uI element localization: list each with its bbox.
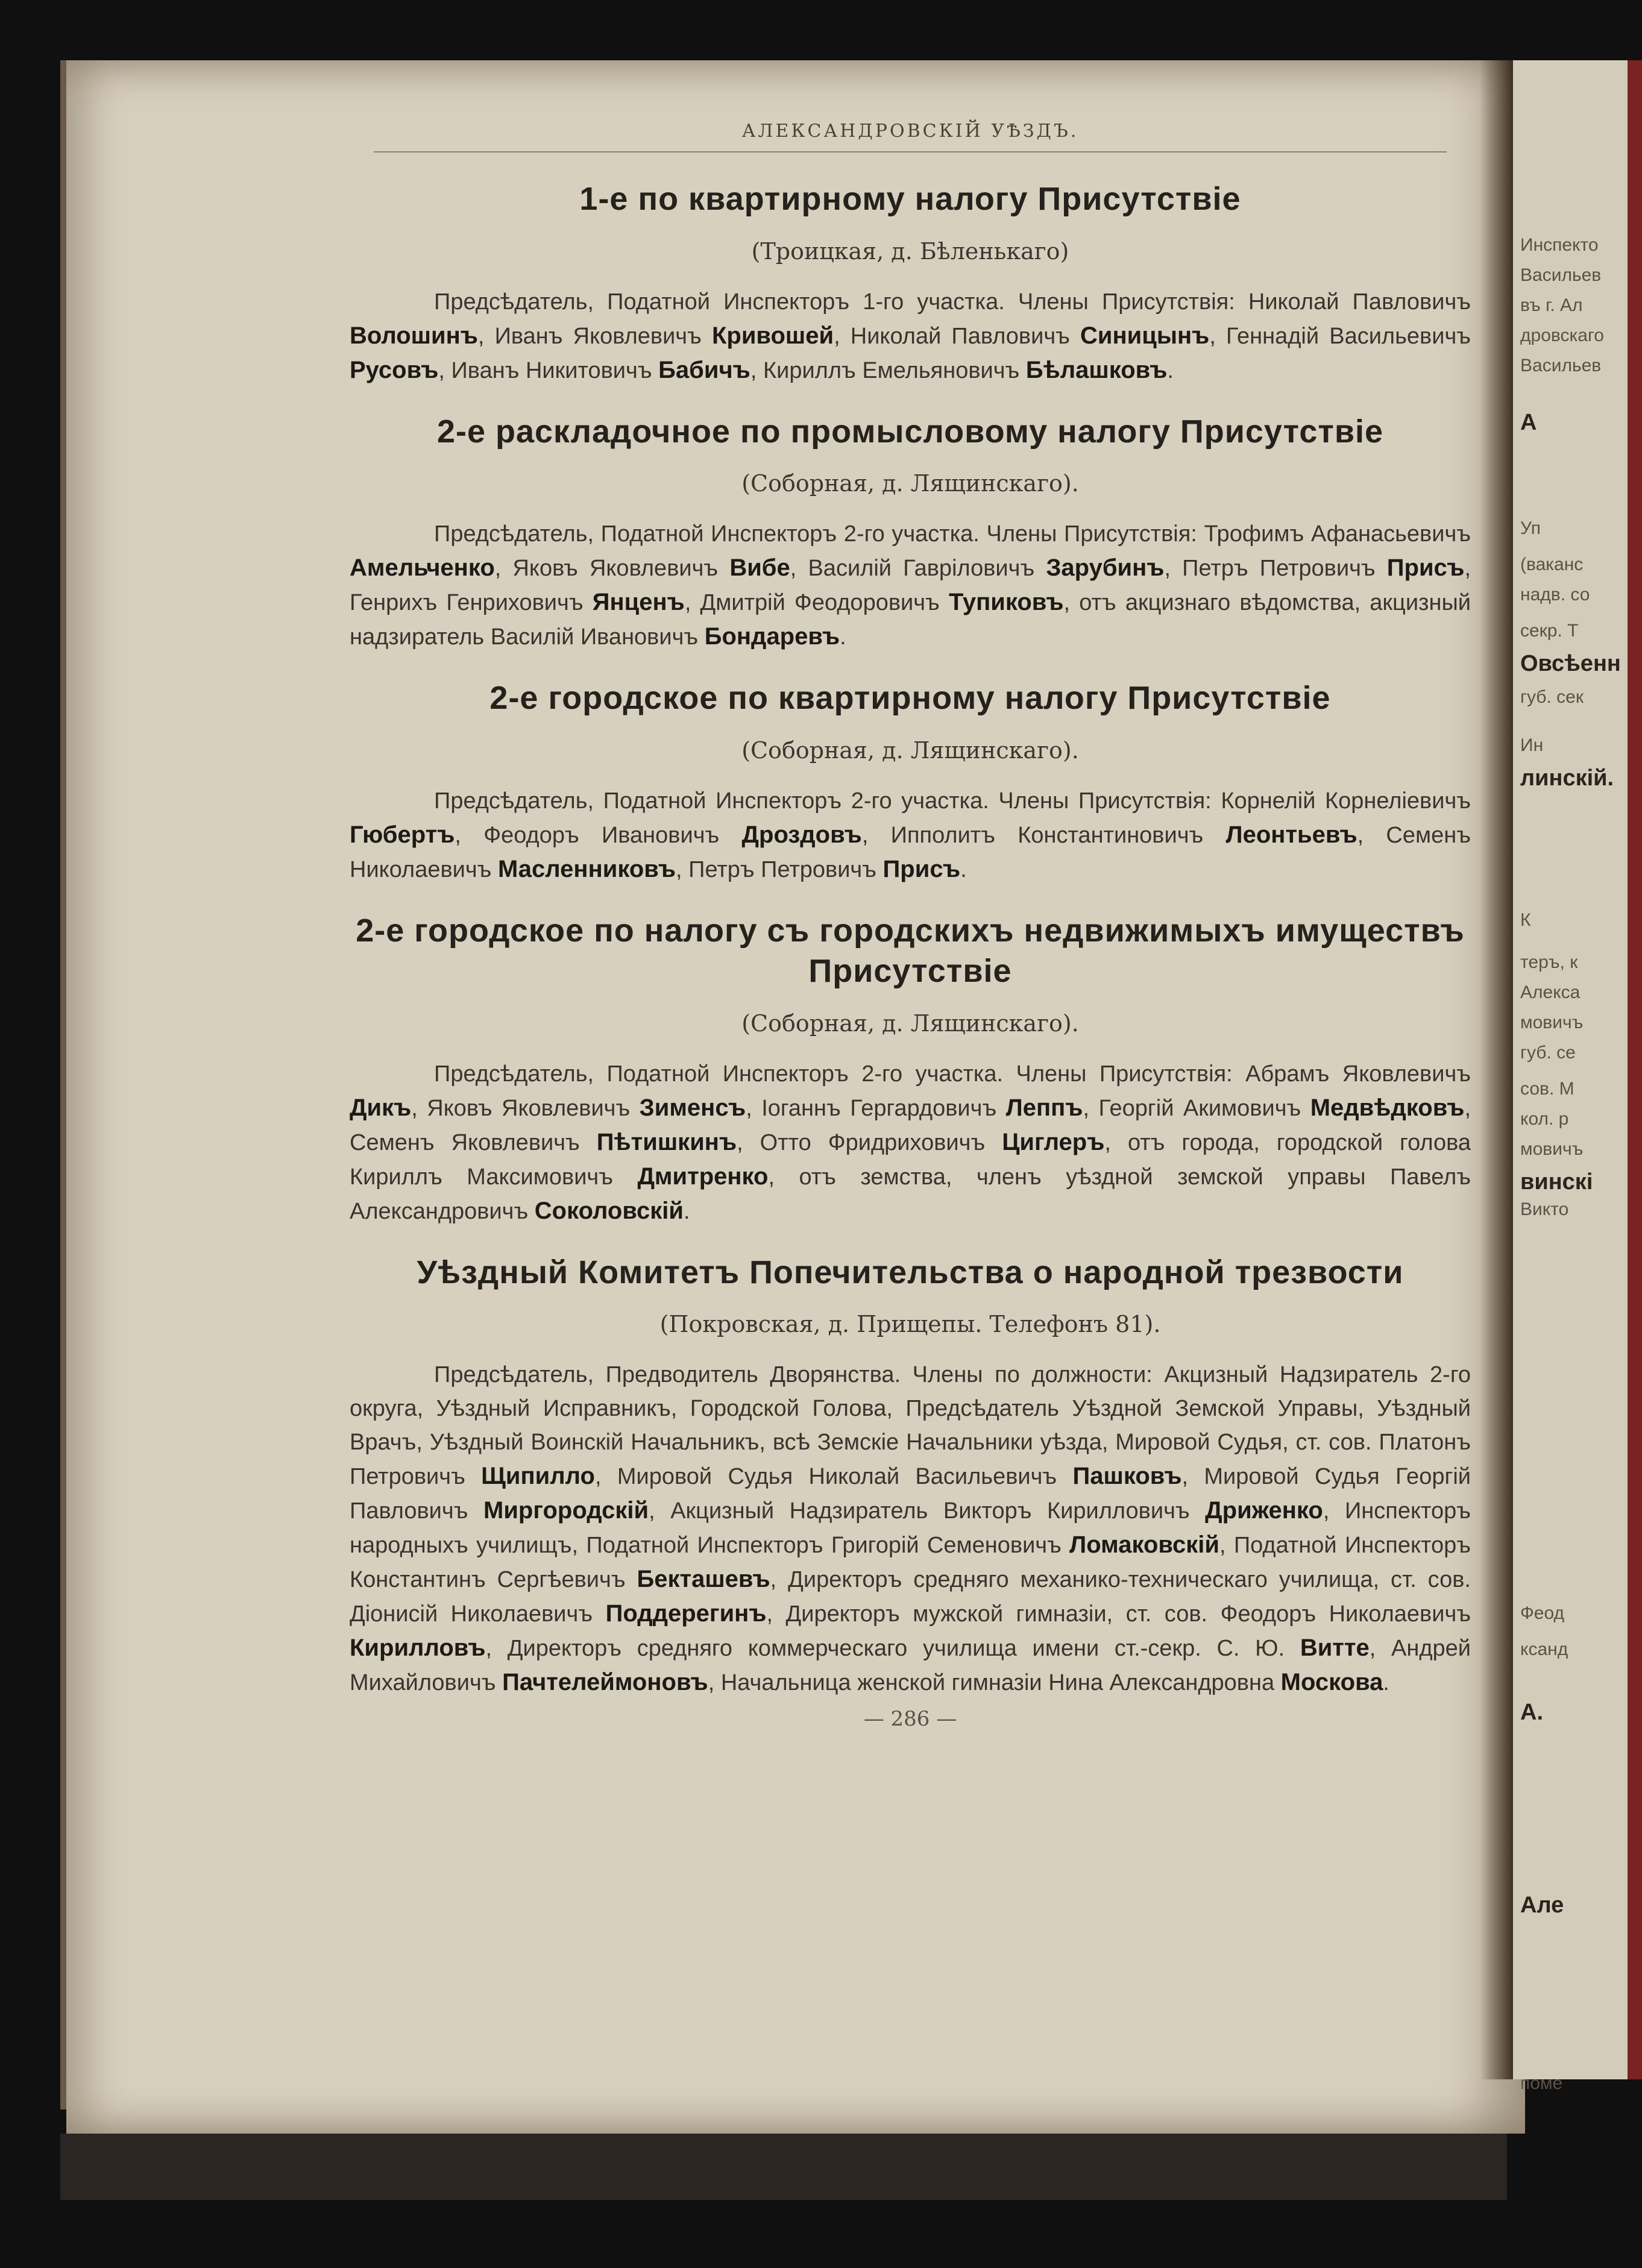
member-surname: Бондаревъ <box>704 623 840 650</box>
head-rule <box>374 151 1447 155</box>
right-page-text: Феод <box>1520 1603 1565 1623</box>
section <box>350 412 1471 655</box>
member-surname: Синицынъ <box>1080 322 1210 349</box>
page-number: — 286 — <box>863 1707 957 1731</box>
right-page-text: Алекса <box>1520 982 1581 1002</box>
section-title: 2-е городское по квартирному налогу Присутствіе <box>489 680 1331 716</box>
member-surname: Присъ <box>1386 554 1465 581</box>
right-page-text: ксанд <box>1520 1639 1568 1659</box>
member-surname: Витте <box>1300 1635 1370 1661</box>
member-surname: Щипилло <box>481 1463 595 1489</box>
member-surname: Гюбертъ <box>350 821 455 848</box>
section-body: Предсѣдатель, Предводитель Дворянства. Члены по должности: Акцизный Надзиратель 2-го округа, Уѣздный Исправникъ, Городской Голова, Предсѣдатель Уѣздной Земской Управы, Уѣздный Врачъ, Уѣздный Воинскій Начальникъ, всѣ Земскіе Начальники уѣзда, Мировой Судья, ст. сов. Платонъ Петровичъ Щипилло, Мировой Судья Николай Васильевичъ Пашковъ, Мировой Судья Георгій Павловичъ Миргородскій, Акцизный Надзиратель Викторъ Кирилловичъ Дриженко, Инспекторъ народныхъ училищъ, Податной Инспекторъ Григорій Семеновичъ Ломаковскій, Податной Инспекторъ Константинъ Сергѣевичъ Бекташевъ, Директоръ средняго механико-техническаго училища, ст. сов. Діонисій Николаевичъ Поддерегинъ, Директоръ мужской гимназіи, ст. сов. Феодоръ Николаевичъ Кирилловъ, Директоръ средняго коммерческаго училища имени ст.-секр. С. Ю. Витте, Андрей Михайловичъ Пачтелеймоновъ, Начальница женской гимназіи Нина Александровна Москова. <box>350 1362 1471 1695</box>
member-surname: Масленниковъ <box>497 855 676 882</box>
member-surname: Бекташевъ <box>637 1566 770 1592</box>
right-page-text: кол. р <box>1520 1109 1569 1129</box>
right-page-text: губ. сек <box>1520 687 1584 707</box>
book-spine <box>1628 60 1642 2079</box>
section <box>350 179 1471 388</box>
member-surname: Бѣлашковъ <box>1025 356 1168 383</box>
section-title: 2-е раскладочное по промысловому налогу Присутствіе <box>436 413 1384 450</box>
right-page-text: Ин <box>1520 735 1544 755</box>
right-page-text: Але <box>1520 1893 1564 1918</box>
member-surname: Дмитренко <box>637 1163 769 1190</box>
running-head: АЛЕКСАНДРОВСКІЙ УѢЗДЪ. <box>741 121 1079 142</box>
right-page-fragment <box>1513 60 1642 2093</box>
right-page-text: А. <box>1520 1700 1543 1725</box>
section-title: Уѣздный Комитетъ Попечительства о народной трезвости <box>417 1254 1404 1290</box>
member-surname: Кривошей <box>711 322 834 349</box>
member-surname: Вибе <box>729 554 790 581</box>
section-title: 1-е по квартирному налогу Присутствіе <box>579 181 1241 217</box>
member-surname: Кирилловъ <box>350 1635 486 1661</box>
section <box>350 678 1471 887</box>
member-surname: Дикъ <box>350 1094 412 1121</box>
right-page-text: дровскаго <box>1520 325 1604 345</box>
right-page-text: Викто <box>1520 1199 1569 1219</box>
member-surname: Зименсъ <box>639 1094 746 1121</box>
text-column <box>350 121 1471 1731</box>
section-body: Предсѣдатель, Податной Инспекторъ 2-го участка. Члены Присутствія: Корнелій Корнеліевичъ Гюбертъ, Феодоръ Ивановичъ Дроздовъ, Ипполитъ Константиновичъ Леонтьевъ, Семенъ Николаевичъ Масленниковъ, Петръ Петровичъ Присъ. <box>350 788 1471 882</box>
book-edge-bottom <box>60 2134 1507 2200</box>
member-surname: Пашковъ <box>1072 1463 1182 1489</box>
member-surname: Дриженко <box>1205 1497 1323 1524</box>
member-surname: Волошинъ <box>350 322 478 349</box>
right-page-text: винскі <box>1520 1169 1593 1195</box>
right-page-text: сов. М <box>1520 1079 1574 1099</box>
right-page-text: Васильев <box>1520 265 1602 285</box>
member-surname: Ломаковскій <box>1069 1531 1219 1558</box>
section <box>350 911 1471 1228</box>
section-address: (Троицкая, д. Бѣленькаго) <box>751 237 1069 265</box>
right-page-text: поме <box>1520 2073 1563 2093</box>
right-page-text: мовичъ <box>1520 1139 1584 1159</box>
member-surname: Амельченко <box>350 554 495 581</box>
member-surname: Дроздовъ <box>741 821 862 848</box>
member-surname: Медвѣдковъ <box>1310 1094 1465 1121</box>
member-surname: Зарубинъ <box>1046 554 1165 581</box>
section-body: Предсѣдатель, Податной Инспекторъ 2-го участка. Члены Присутствія: Трофимъ Афанасьевичъ Амельченко, Яковъ Яковлевичъ Вибе, Василій Гавріловичъ Зарубинъ, Петръ Петровичъ Присъ, Генрихъ Генриховичъ Янценъ, Дмитрій Феодоровичъ Тупиковъ, отъ акцизнаго вѣдомства, акцизный надзиратель Василій Ивановичъ Бондаревъ. <box>350 521 1471 650</box>
right-page-text: (ваканс <box>1520 554 1584 574</box>
member-surname: Москова <box>1280 1669 1383 1695</box>
member-surname: Леонтьевъ <box>1225 821 1357 848</box>
right-page-text: К <box>1520 910 1531 930</box>
right-page-text: въ г. Ал <box>1520 295 1583 315</box>
section-address: (Соборная, д. Лящинскаго). <box>741 470 1079 497</box>
right-page-text: линскій. <box>1520 765 1614 791</box>
right-page-text: А <box>1520 410 1537 435</box>
member-surname: Русовъ <box>350 356 439 383</box>
right-page-text: Инспекто <box>1520 235 1599 255</box>
member-surname: Тупиковъ <box>948 589 1064 615</box>
member-surname: Пачтелеймоновъ <box>502 1669 708 1695</box>
section-body: Предсѣдатель, Податной Инспекторъ 1-го участка. Члены Присутствія: Николай Павловичъ Волошинъ, Иванъ Яковлевичъ Кривошей, Николай Павловичъ Синицынъ, Геннадій Васильевичъ Русовъ, Иванъ Никитовичъ Бабичъ, Кириллъ Емельяновичъ Бѣлашковъ. <box>350 289 1471 383</box>
right-page-text: Уп <box>1520 518 1541 538</box>
section <box>350 1252 1471 1700</box>
right-page-text: мовичъ <box>1520 1013 1584 1032</box>
right-page-text: теръ, к <box>1520 952 1578 972</box>
book-gutter <box>1480 60 1516 2079</box>
member-surname: Циглеръ <box>1002 1128 1105 1155</box>
section-address: (Покровская, д. Прищепы. Телефонъ 81). <box>659 1311 1161 1337</box>
member-surname: Соколовскій <box>534 1197 684 1224</box>
member-surname: Леппъ <box>1005 1094 1083 1121</box>
member-surname: Миргородскій <box>483 1497 649 1524</box>
section-address: (Соборная, д. Лящинскаго). <box>741 1010 1079 1037</box>
right-page-text: Васильев <box>1520 356 1602 375</box>
member-surname: Присъ <box>882 855 961 882</box>
right-page-text: секр. Т <box>1520 621 1579 641</box>
member-surname: Бабичъ <box>658 356 750 383</box>
right-page-text: надв. со <box>1520 585 1590 605</box>
member-surname: Поддерегинъ <box>605 1600 767 1627</box>
section-body: Предсѣдатель, Податной Инспекторъ 2-го участка. Члены Присутствія: Абрамъ Яковлевичъ Дикъ, Яковъ Яковлевичъ Зименсъ, Іоганнъ Гергардовичъ Леппъ, Георгій Акимовичъ Медвѣдковъ, Семенъ Яковлевичъ Пѣтишкинъ, Отто Фридриховичъ Циглеръ, отъ города, городской голова Кириллъ Максимовичъ Дмитренко, отъ земства, членъ уѣздной земской управы Павелъ Александровичъ Соколовскій. <box>350 1061 1471 1224</box>
right-page-text: губ. се <box>1520 1043 1576 1063</box>
section-address: (Соборная, д. Лящинскаго). <box>741 737 1079 764</box>
member-surname: Пѣтишкинъ <box>596 1128 737 1155</box>
right-page-text: Овсѣенн <box>1520 651 1621 676</box>
section-title: 2-е городское по налогу съ городскихъ недвижимыхъ имуществъ Присутствіе <box>356 912 1465 989</box>
sections <box>350 179 1471 1700</box>
member-surname: Янценъ <box>592 589 685 615</box>
